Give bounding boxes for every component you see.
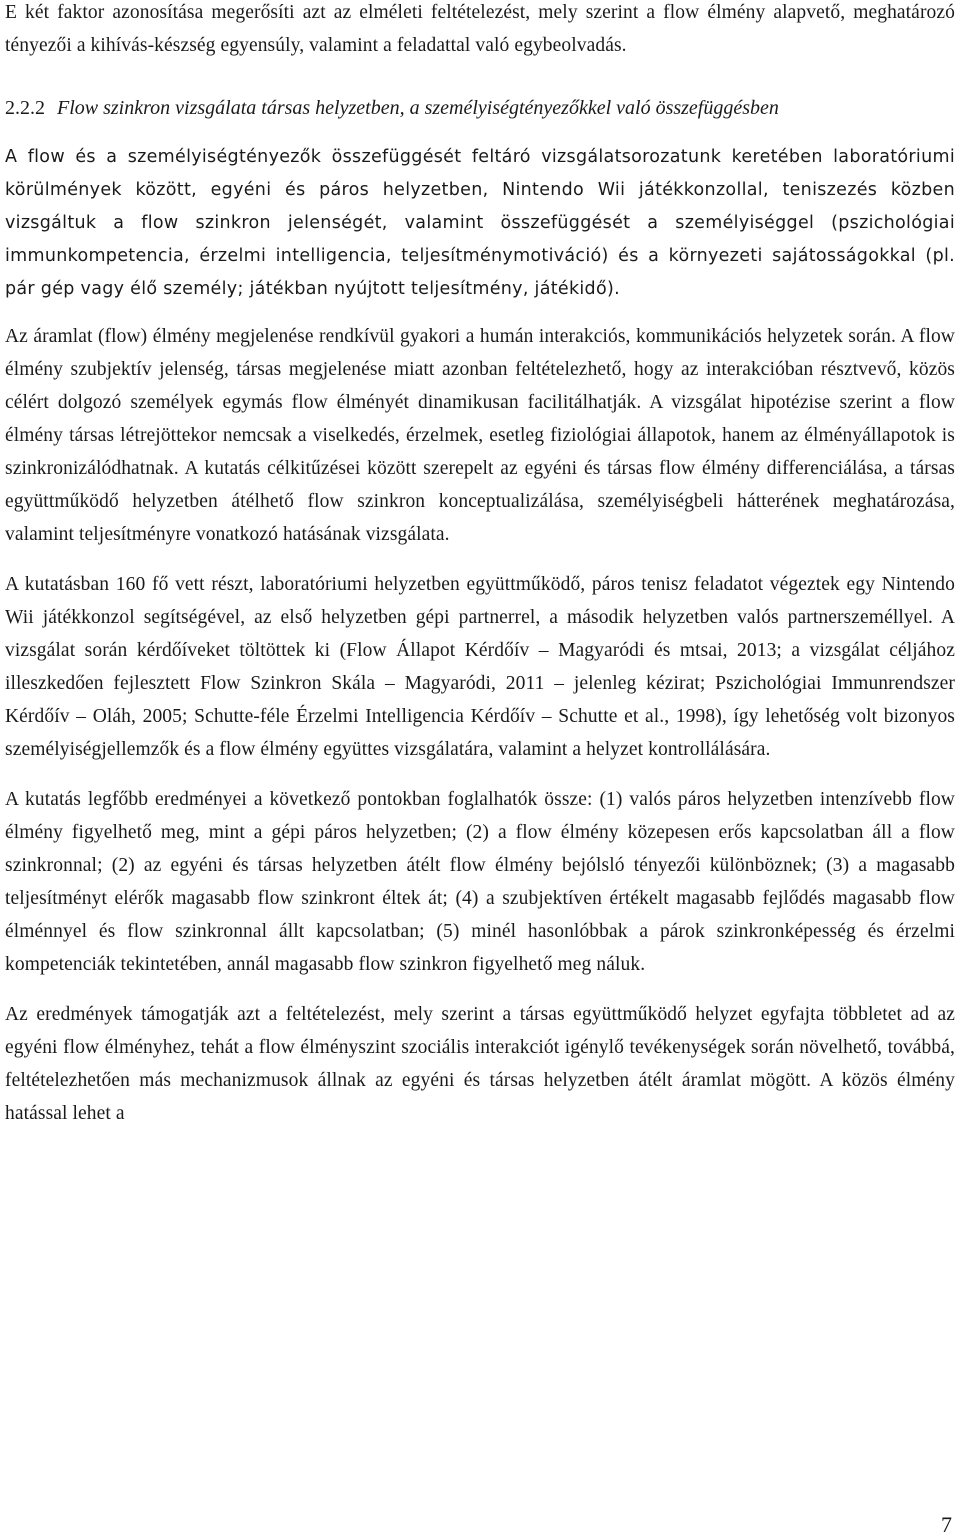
- paragraph-3: A kutatásban 160 fő vett részt, laboratóriumi helyzetben együttműködő, páros tenisz feladatot végeztek egy Nintendo Wii játékkonzol segítségével, az első helyzetben gépi partnerrel, a második helyzetben valós partnerszeméllyel. A vizsgálat során kérdőíveket töltöttek ki (Flow Állapot Kérdőív – Magyaródi és mtsai, 2013; a vizsgálat céljához illeszkedően fejlesztett Flow Szinkron Skála – Magyaródi, 2011 – jelenleg kézirat; Pszichológiai Immunrendszer Kérdőív – Oláh, 2005; Schutte-féle Érzelmi Intelligencia Kérdőív – Schutte et al., 1998), így lehetőség volt bizonyos személyiségjellemzők és a flow élmény együttes vizsgálatára, valamint a helyzet kontrollálására.: [5, 574, 955, 760]
- page-number: 7: [941, 1512, 952, 1537]
- paragraph-4: A kutatás legfőbb eredményei a következő pontokban foglalhatók össze: (1) valós páros helyzetben intenzívebb flow élmény figyelhető meg, mint a gépi páros helyzetben; (2) a flow élmény közepesen erős kapcsolatban áll a flow szinkronnal; (2) az egyéni és társas helyzetben átélt flow élmény bejólsló tényezői különböznek; (3) a magasabb teljesítményt elérők magasabb flow szinkront éltek át; (4) a szubjektíven értékelt magasabb fejlődés magasabb flow élménnyel és flow szinkronnal állt kapcsolatban; (5) minél hasonlóbbak a párok szinkronképesség és érzelmi kompetenciák tekintetében, annál magasabb flow szinkron figyelhető meg náluk.: [5, 789, 955, 975]
- paragraph-1: A flow és a személyiségtényezők összefüggését feltáró vizsgálatsorozatunk keretében laboratóriumi körülmények között, egyéni és páros helyzetben, Nintendo Wii játékkonzollal, teniszezés közben vizsgáltuk a flow szinkron jelenségét, valamint összefüggését a személyiséggel (pszichológiai immunkompetencia, érzelmi intelligencia, teljesítménymotiváció) és a környezeti sajátosságokkal (pl. pár gép vagy élő személy; játékban nyújtott teljesítmény, játékidő).: [5, 147, 955, 299]
- paragraph-5: Az eredmények támogatják azt a feltételezést, mely szerint a társas együttműködő helyzet egyfajta többletet ad az egyéni flow élményhez, tehát a flow élményszint szociális interakciót igénylő tevékenységek során növelhető, továbbá, feltételezhetően más mechanizmusok állnak az egyéni és társas helyzetben átélt áramlat mögött. A közös élmény hatással lehet a: [5, 1004, 955, 1124]
- section-heading: [5, 92, 955, 124]
- section-title: Flow szinkron vizsgálata társas helyzetben, a személyiségtényezőkkel való összefüggésben: [57, 97, 779, 119]
- intro-paragraph: E két faktor azonosítása megerősíti azt az elméleti feltételezést, mely szerint a flow élmény alapvető, meghatározó tényezői a kihívás-készség egyensúly, valamint a feladattal való egybeolvadás.: [5, 2, 955, 56]
- document-page: [5, 0, 955, 1130]
- paragraph-2: Az áramlat (flow) élmény megjelenése rendkívül gyakori a humán interakciós, kommunikációs helyzetek során. A flow élmény szubjektív jelenség, társas megjelenése miatt azonban feltételezhető, hogy az interakcióban résztvevő, közös célért dolgozó személyek egymás flow élményét dinamikusan facilitálhatják. A vizsgálat hipotézise szerint a flow élmény társas létrejöttekor nemcsak a viselkedés, érzelmek, esetleg fiziológiai állapotok, hanem az élményállapotok is szinkronizálódhatnak. A kutatás célkitűzései között szerepelt az egyéni és társas flow élmény differenciálása, a társas együttműködő helyzetben átélhető flow szinkron konceptualizálása, személyiségbeli hátterének meghatározása, valamint teljesítményre vonatkozó hatásának vizsgálata.: [5, 326, 955, 545]
- section-number: 2.2.2: [5, 97, 45, 119]
